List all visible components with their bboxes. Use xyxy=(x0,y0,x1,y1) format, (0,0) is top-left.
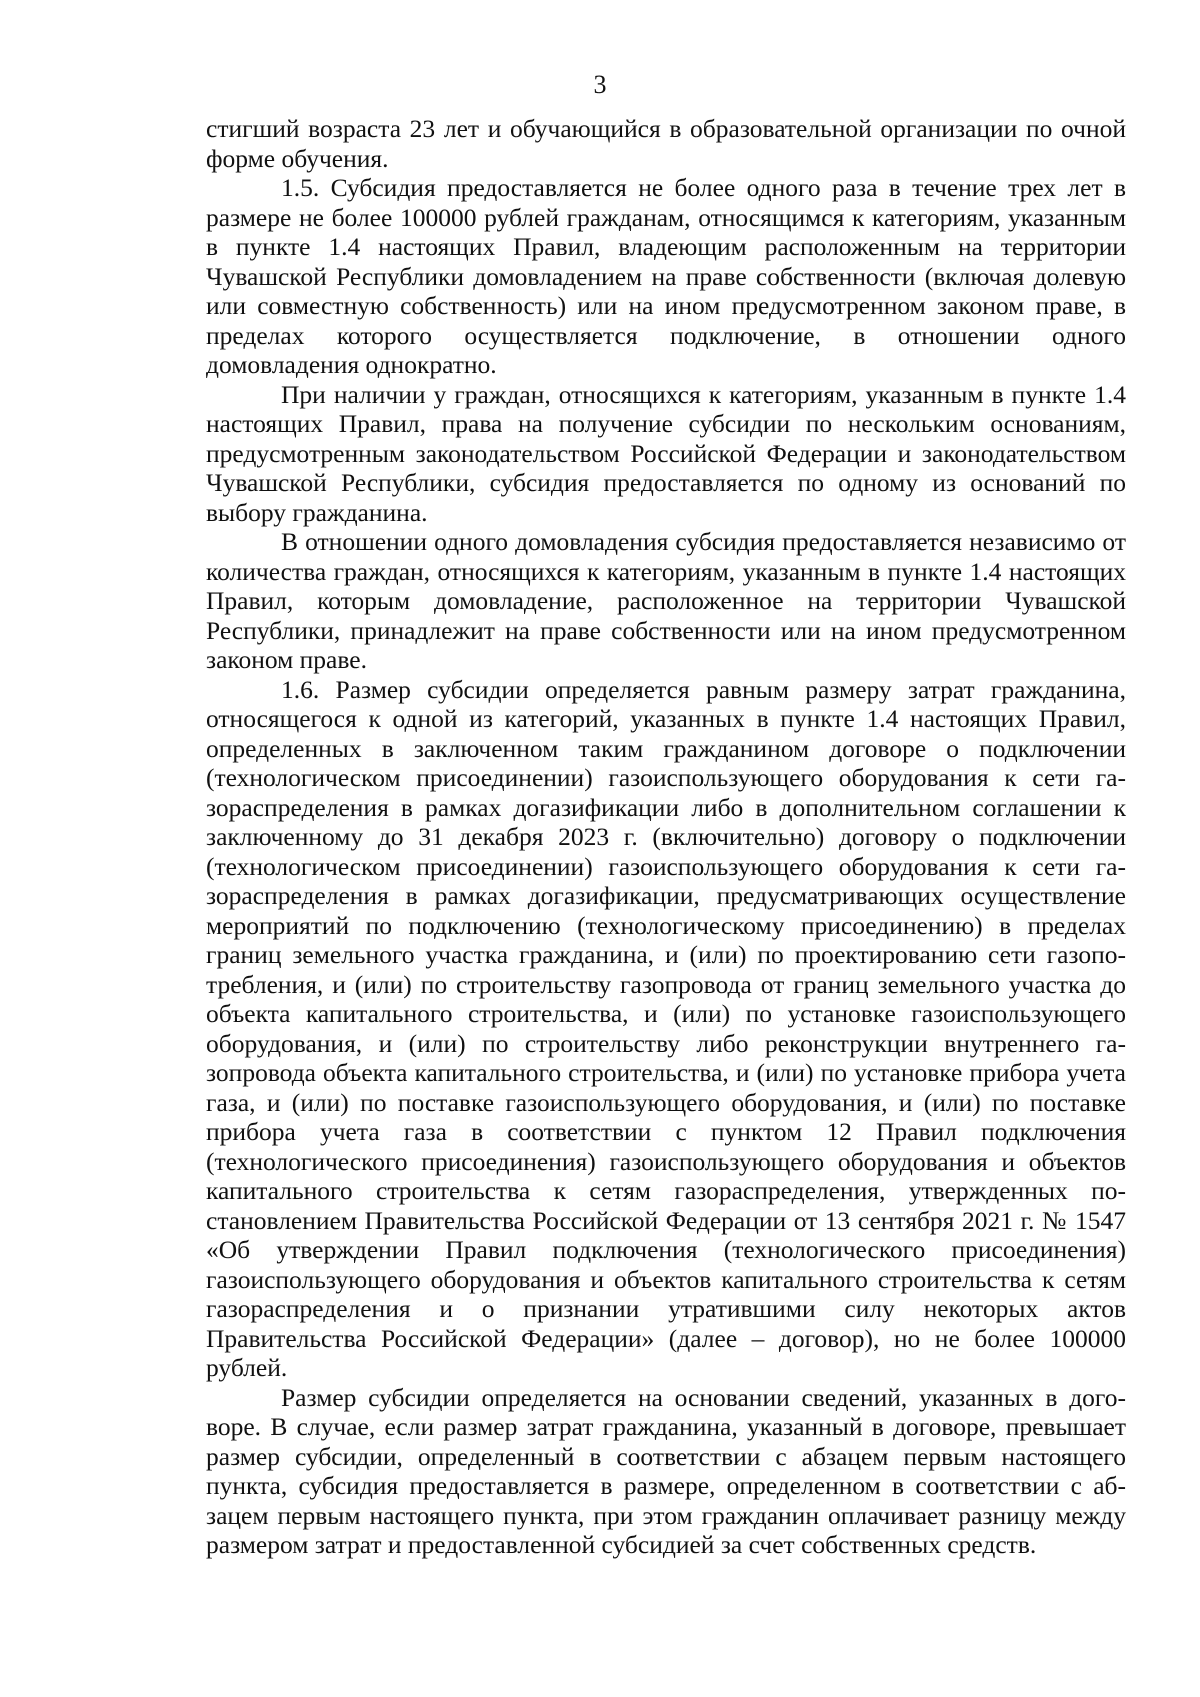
paragraph-multiple-grounds: При наличии у граждан, относящихся к категориям, указанным в пункте 1.4 настоящих Правил, права на получение субсидии по нескольким основаниям, предусмотренным законодательством Российской Федерации и законодательством Чувашской Республики, субсидия предоставляется по одному из оснований по выбору гражданина. xyxy=(206,379,1126,527)
paragraph-one-household: В отношении одного домовладения субсидия предоставляется независимо от количества граждан, относящихся к категориям, указанным в пункте 1.4 настоящих Правил, которым домовладение, расположенное на территории Чувашской Республики, принадлежит на праве собственности или на ином предусмотренном законом праве. xyxy=(206,527,1126,674)
paragraph-subsidy-amount: Размер субсидии определяется на основании сведений, указанных в договоре. В случае, если размер затрат гражданина, указанный в договоре, превышает размер субсидии, определенный в соответствии с абзацем первым настоящего пункта, субсидия предоставляется в размере, определенном в соответствии с абзацем первым настоящего пункта, при этом гражданин оплачивает разницу между размером затрат и предоставленной субсидией за счет собственных средств. xyxy=(206,1382,1126,1559)
paragraph-1-6: 1.6. Размер субсидии определяется равным размеру затрат гражданина, относящегося к одной из категорий, указанных в пункте 1.4 настоящих Правил, определенных в заключенном таким гражданином договоре о подключении (технологическом присоединении) газоиспользующего оборудования к сети газораспределения в рамках догазификации либо в дополнительном соглашении к заключенному до 31 декабря 2023 г. (включительно) договору о подключении (технологическом присоединении) газоиспользующего оборудования к сети газораспределения в рамках догазификации, предусматривающих осуществление мероприятий по подключению (технологическому присоединению) в пределах границ земельного участка гражданина, и (или) по проектированию сети газопотребления, и (или) по строительству газопровода от границ земельного участка до объекта капитального строительства, и (или) по установке газоиспользующего оборудования, и (или) по строительству либо реконструкции внутреннего газопровода объекта капитального строительства, и (или) по установке прибора учета газа, и (или) по поставке газоиспользующего оборудования, и (или) по поставке прибора учета газа в соответствии с пунктом 12 Правил подключения (технологического присоединения) газоиспользующего оборудования и объектов капитального строительства к сетям газораспределения, утвержденных постановлением Правительства Российской Федерации от 13 сентября 2021 г. № 1547 «Об утверждении Правил подключения (технологического присоединения) газоиспользующего оборудования и объектов капитального строительства к сетям газораспределения и о признании утратившими силу некоторых актов Правительства Российской Федерации» (далее – договор), но не более 100000 рублей. xyxy=(206,674,1126,1382)
paragraph-continuation: стигший возраста 23 лет и обучающийся в образовательной организации по очной форме обучения. xyxy=(206,114,1126,173)
page-number: 3 xyxy=(593,70,607,99)
paragraph-1-5: 1.5. Субсидия предоставляется не более одного раза в течение трех лет в размере не более 100000 рублей гражданам, относящимся к категориям, указанным в пункте 1.4 настоящих Правил, владеющим расположенным на территории Чувашской Республики домовладением на праве собственности (включая долевую или совместную собственность) или на ином предусмотренном законом праве, в пределах которого осуществляется подключение, в отношении одного домовладения однократно. xyxy=(206,173,1126,379)
document-body xyxy=(206,114,1126,1560)
